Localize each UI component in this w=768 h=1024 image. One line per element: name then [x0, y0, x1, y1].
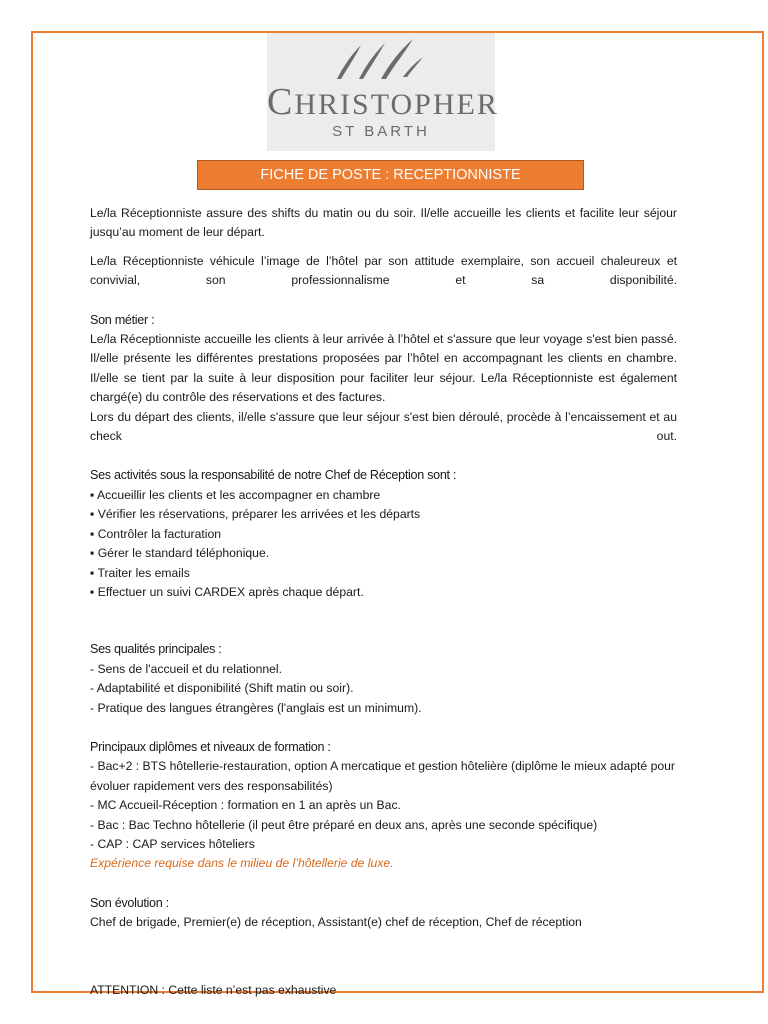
list-item: ▪ Gérer le standard téléphonique. [90, 546, 270, 561]
list-item: - Bac : Bac Techno hôtellerie (il peut être préparé en deux ans, après une seconde spécifique) [90, 817, 598, 832]
document-body [90, 204, 677, 1000]
activites-heading: Ses activités sous la responsabilité de notre Chef de Réception sont : [90, 468, 457, 483]
metier-text-2: Lors du départ des clients, il/elle s'assure que leur séjour s'est bien déroulé, procède à l’encaissement et au check out. [90, 409, 677, 444]
logo-brand-name: CHRISTOPHER [267, 81, 499, 123]
list-item: - CAP : CAP services hôteliers [90, 836, 255, 851]
list-item: - Adaptabilité et disponibilité (Shift matin ou soir). [90, 681, 354, 696]
diplomes-heading: Principaux diplômes et niveaux de formation : [90, 739, 331, 754]
metier-text: Le/la Réceptionniste accueille les clients à leur arrivée à l’hôtel et s'assure que leur voyage s'est bien passé. Il/elle présente les différentes prestations proposées par l’hôtel en accompagnant les clients en chambre. Il/elle se tient par la suite à leur disposition pour faciliter leur séjour. Le/la Réceptionniste est également chargé(e) du contrôle des réservations et des factures. [90, 332, 677, 405]
list-item: ▪ Vérifier les réservations, préparer les arrivées et les départs [90, 507, 421, 522]
metier-heading: Son métier : [90, 312, 155, 327]
list-item: ▪ Effectuer un suivi CARDEX après chaque départ. [90, 584, 364, 599]
list-item: - Sens de l'accueil et du relationnel. [90, 661, 283, 676]
evolution-heading: Son évolution : [90, 895, 169, 910]
intro-paragraph-1: Le/la Réceptionniste assure des shifts du matin ou du soir. Il/elle accueille les clients et facilite leur séjour jusqu’au moment de leur départ. [90, 206, 677, 240]
list-item: ▪ Traiter les emails [90, 565, 190, 580]
list-item: ▪ Accueillir les clients et les accompagner en chambre [90, 487, 381, 502]
logo-brush-strokes-icon [331, 37, 431, 81]
intro-paragraph-2: Le/la Réceptionniste véhicule l’image de l’hôtel par son attitude exemplaire, son accueil chaleureux et convivial, son professionnalisme et sa disponibilité. [90, 253, 677, 288]
list-item: - MC Accueil-Réception : formation en 1 an après un Bac. [90, 798, 401, 813]
evolution-text: Chef de brigade, Premier(e) de réception, Assistant(e) chef de réception, Chef de réception [90, 915, 582, 930]
qualites-heading: Ses qualités principales : [90, 642, 222, 657]
list-item: - Bac+2 : BTS hôtellerie-restauration, option A mercatique et gestion hôtelière (diplôme le mieux adapté pour évoluer rapidement vers des responsabilités) [90, 759, 675, 793]
hotel-logo [267, 33, 499, 151]
list-item: ▪ Contrôler la facturation [90, 526, 221, 541]
list-item: - Pratique des langues étrangères (l'anglais est un minimum). [90, 700, 422, 715]
footer-note: ATTENTION : Cette liste n’est pas exhaustive [90, 982, 337, 997]
experience-note: Expérience requise dans le milieu de l’hôtellerie de luxe. [90, 856, 394, 871]
document-title: FICHE DE POSTE : RECEPTIONNISTE [197, 160, 584, 190]
logo-location: ST BARTH [332, 123, 430, 140]
